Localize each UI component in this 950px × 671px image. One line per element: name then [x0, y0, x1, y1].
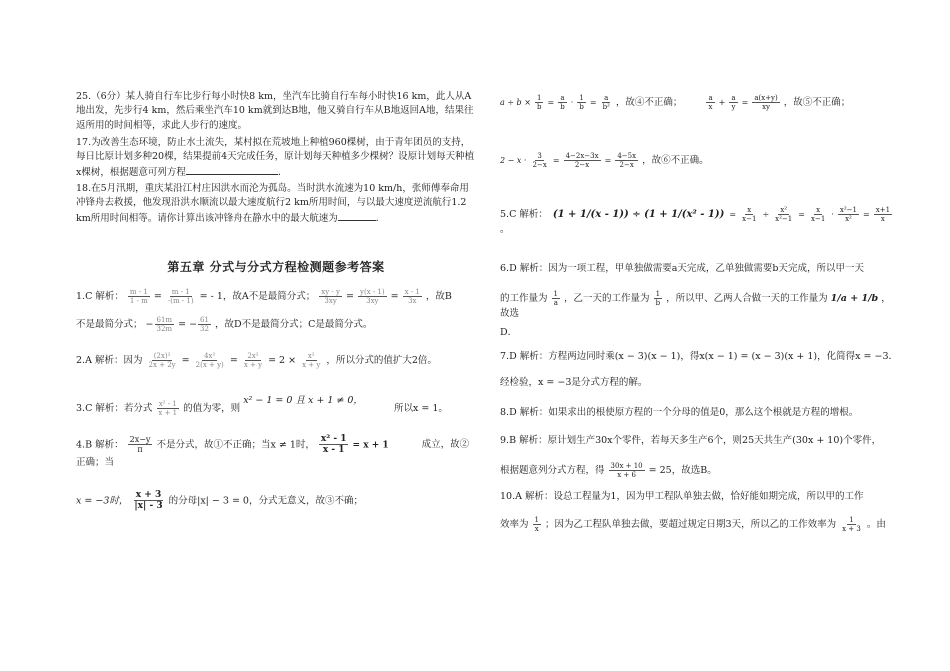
answer-2: 2.A 解析：因为 $\frac{\text{(2x)²}}{2x + 2y}$ = $\frac{\text{4x²}}{2(x + y)}$ = $\frac{\text{2x²}}{x + y}$ = 2 × $\frac{\text{x²}}{x + y}$ ，所以分式的值扩大2倍。 — [76, 352, 437, 370]
fraction: $\frac{a}{x}$ — [708, 94, 713, 112]
answer-6-line3: D． — [500, 327, 518, 338]
fraction: $\frac{a}{\text{b²}}$ — [602, 94, 610, 112]
answer-9: 9.B 解析：原计划生产30x个零件，若每天多生产6个，则25天共生产(30x + 10)个零件， — [500, 435, 882, 446]
answer-8: 8.D 解析：如果求出的根使原方程的一个分母的值是0，那么这个根就是方程的增根。 — [500, 407, 859, 418]
answer-9-line2: 根据题意列分式方程，得 $\frac{30x + 10}{x + 6}$ = 25，故选B。 — [500, 462, 717, 480]
fraction: $\frac{x+1}{x}$ — [875, 206, 891, 224]
fraction: $\frac{xy - y}{3xy}$ — [321, 288, 340, 306]
answer-1: 1.C 解析： $\frac{m - 1}{1 - m}$ = $\frac{m - 1}{-(m - 1)}$ = - 1，故A不是最简分式； $\frac{xy - y}{3xy}$ = $\frac{y(x - 1)}{3xy}$ = $\frac{x - 1}{3x}$ ，故B — [76, 288, 452, 306]
fraction: $\frac{30x + 10}{x + 6}$ — [610, 462, 643, 480]
answer-4: 4.B 解析： $\frac{2x-y}{\pi}$ 不是分式，故①不正确；当x ≠ 1时， $\frac{\text{x² - 1}}{x - 1}$ = x + 1 成立，故②正确；当 — [76, 434, 470, 468]
fraction: $\frac{y(x - 1)}{3xy}$ — [359, 288, 385, 306]
fraction: $\frac{a(x+y)}{xy}$ — [754, 94, 778, 112]
fraction: $\frac{a}{y}$ — [731, 94, 736, 112]
fraction: $\frac{1}{b}$ — [655, 290, 661, 308]
fraction: $\frac{x - 1}{3x}$ — [404, 288, 420, 306]
fraction: $\frac{\text{x²−1}}{\text{x²}}$ — [839, 206, 857, 224]
fraction: $\frac{x + 3}{|x| - 3}$ — [134, 490, 163, 512]
fraction: $\frac{\text{2x²}}{x + y}$ — [243, 352, 263, 370]
question-17-text: 17.为改善生态环境，防止水土流失，某村拟在荒坡地上种植960棵树，由于青年团员的支持，每日比原计划多种20棵，结果提前4天完成任务，原计划每天种植多少棵树？设原计划每天种植x棵树，根据题意可列方程 — [76, 137, 475, 178]
answer-6: 6.D 解析：因为一项工程，甲单独做需要a天完成，乙单独做需要b天完成，所以甲一天 — [500, 263, 864, 274]
answer-blank[interactable] — [186, 165, 278, 175]
answer-4-cont-line2: 2 − x · $\frac{3}{2-x}$ = $\frac{4-2x-3x}{2-x}$ = $\frac{4-5x}{2-x}$ ，故⑥不正确。 — [500, 152, 709, 170]
fraction: $\frac{\text{x² - 1}}{x - 1}$ — [320, 434, 347, 456]
fraction: $\frac{61}{32}$ — [200, 316, 209, 334]
complex-fraction-expression: (1 + 1/(x - 1)) ÷ (1 + 1/(x² - 1)) — [552, 209, 725, 221]
fraction: $\frac{x}{x-1}$ — [742, 206, 757, 224]
fraction: $\frac{\text{(2x)²}}{2x + 2y}$ — [148, 352, 176, 370]
fraction: $\frac{61m}{32m}$ — [156, 316, 173, 334]
answer-3: 3.C 解析：若分式 $\frac{\text{x² - 1}}{x + 1}$ 的值为零，则 x² − 1 = 0 且 x + 1 ≠ 0， 所以x = 1。 — [76, 395, 448, 418]
question-18: 18.在5月汛期，重庆某沿江村庄因洪水而沦为孤岛。当时洪水流速为10 km/h，张师傅奉命用冲锋舟去救援，他发现沿洪水顺流以最大速度航行2 km所用时间，与以最大速度逆流航行1.2 km所用时间相等。请你计算出该冲锋舟在静水中的最大航速为 ． — [76, 183, 469, 224]
answer-4-cont-line1: a ÷ b × $\frac{1}{b}$ = $\frac{a}{b}$ · $\frac{1}{b}$ = $\frac{a}{\text{b²}}$ ，故④不正确； $\frac{a}{x}$ + $\frac{a}{y}$ = $\frac{a(x+y)}{xy}$ ，故⑤不正确； — [500, 94, 851, 112]
answer-4-line2: x = −3时， $\frac{x + 3}{|x| - 3}$ 的分母|x| − 3 = 0，分式无意义，故③不确； — [76, 490, 363, 512]
fraction: $\frac{2x-y}{\pi}$ — [129, 435, 151, 455]
fraction: $\frac{4-5x}{2-x}$ — [617, 152, 637, 170]
answer-7: 7.D 解析：方程两边同时乘(x − 3)(x − 1)，得x(x − 1) = (x − 3)(x + 1)，化简得x = −3． — [500, 351, 898, 362]
fraction: $\frac{1}{b}$ — [536, 94, 542, 112]
fraction: $\frac{1}{b}$ — [579, 94, 584, 112]
fraction: $\frac{\text{x²}}{x + y}$ — [302, 352, 321, 370]
answer-10: 10.A 解析：设总工程量为1，因为甲工程队单独去做，恰好能如期完成，所以甲的工作 — [500, 491, 864, 502]
fraction: $\frac{x}{x-1}$ — [811, 206, 826, 224]
answer-6-line2: 的工作量为 $\frac{1}{a}$ ，乙一天的工作量为 $\frac{1}{b}$ ，所以甲、乙两人合做一天的工作量为 1/a + 1/b ，故选 — [500, 290, 891, 320]
fraction: $\frac{3}{2-x}$ — [532, 152, 547, 170]
question-18-text: 18.在5月汛期，重庆某沿江村庄因洪水而沦为孤岛。当时洪水流速为10 km/h，张师傅奉命用冲锋舟去救援，他发现沿洪水顺流以最大速度航行2 km所用时间，与以最大速度逆流航行1.2 km所用时间相等。请你计算出该冲锋舟在静水中的最大航速为 — [76, 183, 469, 224]
fraction: $\frac{\text{4x²}}{2(x + y)}$ — [195, 352, 224, 370]
answer-key-title: 第五章 分式与分式方程检测题参考答案 — [167, 260, 385, 274]
fraction: $\frac{1}{a}$ — [553, 290, 559, 308]
question-17: 17.为改善生态环境，防止水土流失，某村拟在荒坡地上种植960棵树，由于青年团员的支持，每日比原计划多种20棵，结果提前4天完成任务，原计划每天种植多少棵树？设原计划每天种植x棵树，根据题意可列方程 ． — [76, 137, 475, 178]
question-25-text: 25.（6分）某人骑自行车比步行每小时快8 km，坐汽车比骑自行车每小时快16 km，此人从A地出发，先步行4 km，然后乘坐汽车10 km就到达B地，他又骑自行车从B地返回A地，结果往返所用的时间相等，求此人步行的速度。 — [76, 91, 474, 131]
fraction: $\frac{m - 1}{-(m - 1)}$ — [167, 288, 194, 306]
fraction: $\frac{\text{x²}}{\text{x²−1}}$ — [775, 206, 793, 224]
fraction: $\frac{a}{b}$ — [560, 94, 565, 112]
answer-1-line2: 不是最简分式； − $\frac{61m}{32m}$ = − $\frac{61}{32}$ ，故D不是最简分式；C是最简分式。 — [76, 316, 373, 334]
fraction: $\frac{m - 1}{1 - m}$ — [129, 288, 148, 306]
question-25 — [76, 90, 476, 133]
answer-blank[interactable] — [338, 211, 376, 221]
answer-7-line2: 经检验，x = −3是分式方程的解。 — [500, 377, 648, 388]
answer-5: 5.C 解析： (1 + 1/(x - 1)) ÷ (1 + 1/(x² - 1)) = $\frac{x}{x-1}$ ÷ $\frac{\text{x²}}{\text{x²−1}}$ = $\frac{x}{x-1}$ · $\frac{\text{x²−1}}{\text{x²}}$ = $\frac{x+1}{x}$ 。 — [500, 206, 891, 236]
fraction: $\frac{4-2x-3x}{2-x}$ — [565, 152, 599, 170]
answer-10-line2: 效率为 $\frac{1}{x}$ ；因为乙工程队单独去做，要超过规定日期3天，所以乙的工作效率为 $\frac{1}{x + 3}$ 。由 — [500, 516, 886, 534]
fraction: $\frac{1}{x + 3}$ — [842, 516, 861, 534]
fraction: $\frac{1}{x}$ — [534, 516, 540, 534]
fraction: $\frac{\text{x² - 1}}{x + 1}$ — [158, 400, 178, 418]
